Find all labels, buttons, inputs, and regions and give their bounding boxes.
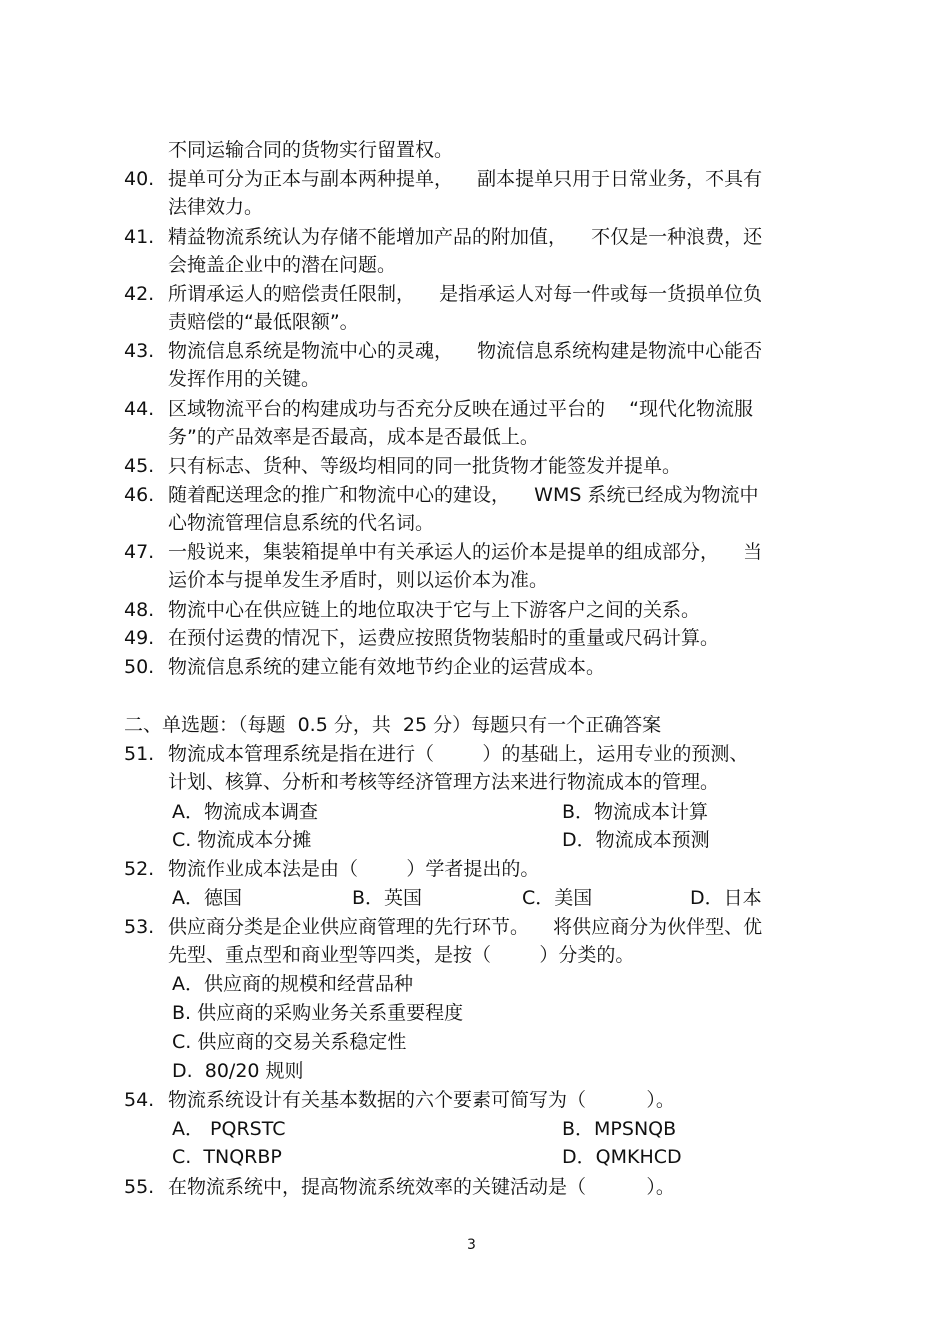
item-text-line2: 法律效力。: [168, 196, 264, 218]
item-text-line1: 物流信息系统的建立能有效地节约企业的运营成本。: [168, 656, 606, 678]
question-number: 55.: [124, 1176, 155, 1198]
item-text-line1: 在预付运费的情况下，运费应按照货物装船时的重量或尺码计算。: [168, 627, 720, 649]
question-number: 53.: [124, 916, 155, 938]
question-text-line2: 计划、核算、分析和考核等经济管理方法来进行物流成本的管理。: [168, 771, 720, 793]
item-text-line1: 一般说来，集装箱提单中有关承运人的运价本是提单的组成部分， 当: [168, 541, 763, 563]
item-number: 47.: [124, 541, 155, 563]
option-a: A． PQRSTC: [172, 1118, 286, 1140]
option-b: B．MPSNQB: [562, 1118, 677, 1140]
item-number: 43.: [124, 340, 155, 362]
item-text-line1: 区域物流平台的构建成功与否充分反映在通过平台的 “现代化物流服: [168, 398, 754, 420]
item-number: 44.: [124, 398, 155, 420]
item-text-line1: 随着配送理念的推广和物流中心的建设， WMS 系统已经成为物流中: [168, 484, 759, 506]
question-text-line1: 物流成本管理系统是指在进行（ ）的基础上，运用专业的预测、: [168, 743, 749, 765]
item-number: 42.: [124, 283, 155, 305]
item-number: 46.: [124, 484, 155, 506]
item-number: 49.: [124, 627, 155, 649]
section-heading: 二、单选题：（每题 0.5 分，共 25 分）每题只有一个正确答案: [124, 714, 662, 736]
option-b: B．物流成本计算: [562, 801, 709, 823]
question-text-line1: 供应商分类是企业供应商管理的先行环节。 将供应商分为伙伴型、优: [168, 916, 763, 938]
question-text-line1: 物流作业成本法是由（ ）学者提出的。: [168, 858, 540, 880]
item-39-continuation: 不同运输合同的货物实行留置权。: [168, 139, 454, 161]
item-text-line2: 责赔偿的“最低限额”。: [168, 311, 359, 333]
option-d: D. 80/20 规则: [172, 1060, 304, 1082]
item-text-line1: 物流信息系统是物流中心的灵魂， 物流信息系统构建是物流中心能否: [168, 340, 763, 362]
option-a: A．供应商的规模和经营品种: [172, 973, 413, 995]
page-number: 3: [467, 1237, 476, 1253]
option-b: B．英国: [352, 887, 423, 909]
option-b: B. 供应商的采购业务关系重要程度: [172, 1002, 464, 1024]
item-number: 50.: [124, 656, 155, 678]
item-text-line2: 心物流管理信息系统的代名词。: [168, 512, 435, 534]
item-text-line2: 发挥作用的关键。: [168, 368, 321, 390]
item-number: 40.: [124, 168, 155, 190]
option-a: A．物流成本调查: [172, 801, 318, 823]
option-c: C. TNQRBP: [172, 1146, 282, 1168]
question-number: 52.: [124, 858, 155, 880]
option-c: C．美国: [522, 887, 593, 909]
option-c: C. 供应商的交易关系稳定性: [172, 1031, 407, 1053]
question-number: 51.: [124, 743, 155, 765]
item-number: 45.: [124, 455, 155, 477]
option-c: C. 物流成本分摊: [172, 829, 312, 851]
option-d: D．日本: [690, 887, 762, 909]
question-text-line2: 先型、重点型和商业型等四类，是按（ ）分类的。: [168, 944, 635, 966]
question-number: 54.: [124, 1089, 155, 1111]
item-text-line1: 只有标志、货种、等级均相同的同一批货物才能签发并提单。: [168, 455, 682, 477]
item-text-line1: 物流中心在供应链上的地位取决于它与上下游客户之间的关系。: [168, 599, 701, 621]
question-text-line1: 在物流系统中，提高物流系统效率的关键活动是（ ）。: [168, 1176, 675, 1198]
item-text-line2: 务”的产品效率是否最高，成本是否最低上。: [168, 426, 539, 448]
item-number: 48.: [124, 599, 155, 621]
option-d: D．QMKHCD: [562, 1146, 682, 1168]
item-number: 41.: [124, 226, 155, 248]
option-d: D．物流成本预测: [562, 829, 710, 851]
item-text-line1: 提单可分为正本与副本两种提单， 副本提单只用于日常业务，不具有: [168, 168, 763, 190]
item-text-line1: 精益物流系统认为存储不能增加产品的附加值， 不仅是一种浪费，还: [168, 226, 763, 248]
question-text-line1: 物流系统设计有关基本数据的六个要素可简写为（ ）。: [168, 1089, 675, 1111]
item-text-line2: 运价本与提单发生矛盾时，则以运价本为准。: [168, 569, 549, 591]
item-text-line1: 所谓承运人的赔偿责任限制， 是指承运人对每一件或每一货损单位负: [168, 283, 763, 305]
item-text-line2: 会掩盖企业中的潜在问题。: [168, 254, 397, 276]
option-a: A．德国: [172, 887, 242, 909]
